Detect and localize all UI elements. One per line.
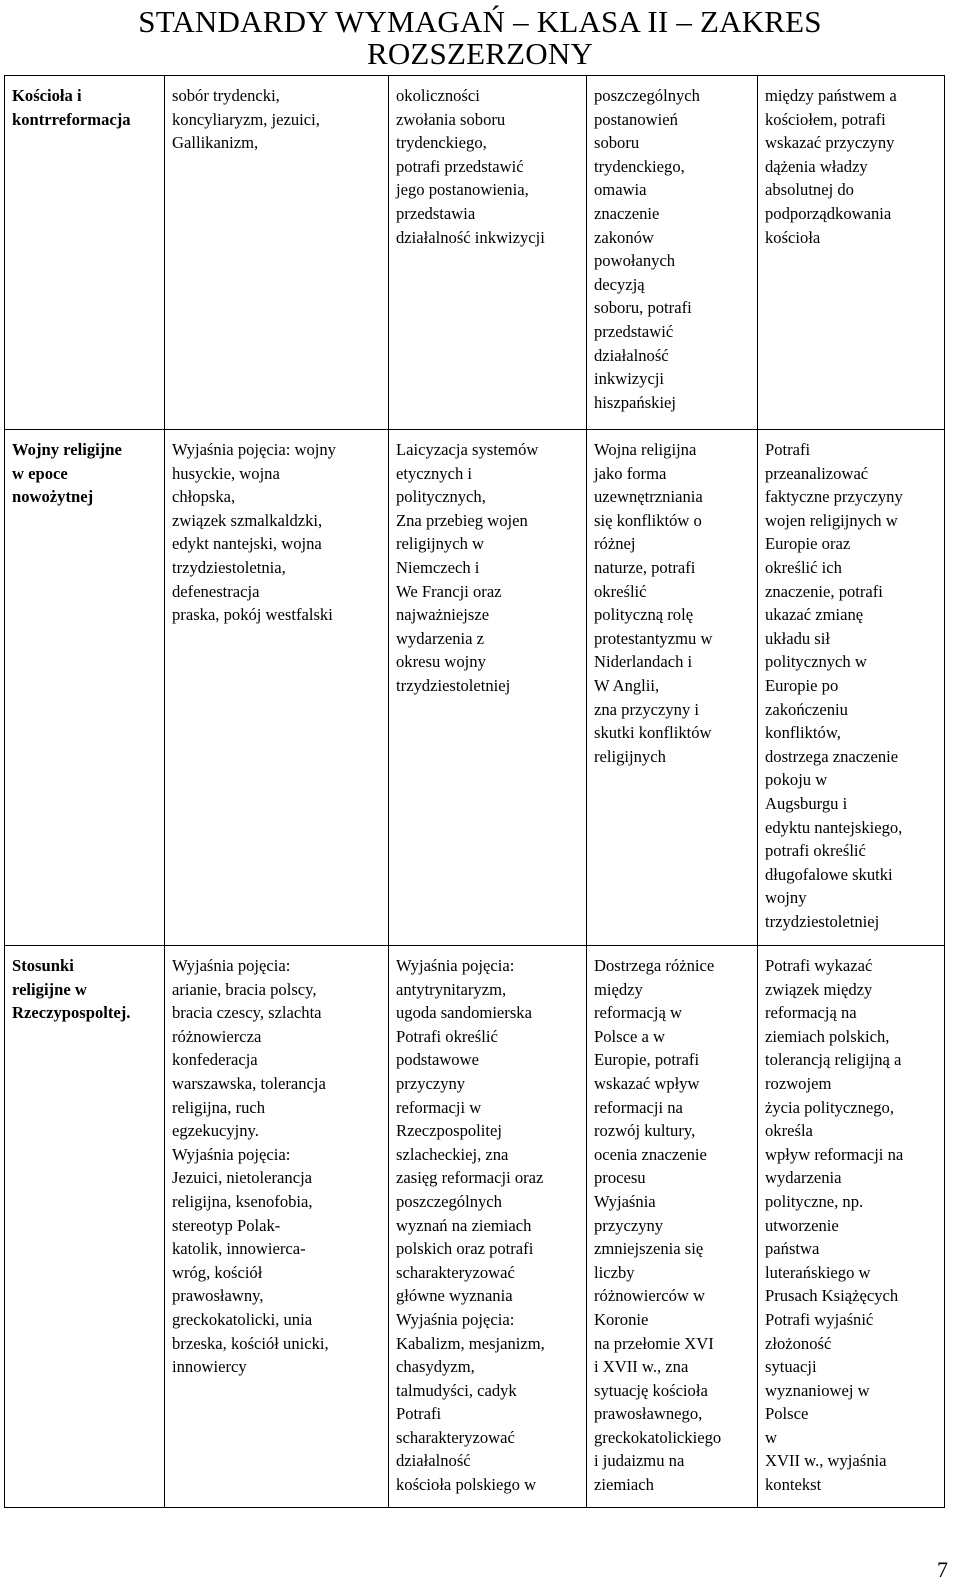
cell-line: faktyczne przyczyny xyxy=(765,487,903,507)
cell-line: podstawowe xyxy=(396,1050,479,1070)
cell-line: ugoda sandomierska xyxy=(396,1003,532,1023)
title-line-2: ROZSZERZONY xyxy=(366,36,594,71)
cell-line: Wojna religijna xyxy=(594,440,697,459)
cell-line: wskazać wpływ xyxy=(594,1073,700,1093)
cell-line: związek między xyxy=(765,979,873,999)
cell-line: kontrreformacja xyxy=(12,109,131,129)
cell-line: konfliktów, xyxy=(765,723,841,743)
cell-line: między państwem a xyxy=(765,86,897,105)
cell-line: etycznych i xyxy=(396,463,473,483)
cell-line: prawosławny, xyxy=(172,1286,264,1306)
cell-line: różnowiercza xyxy=(172,1026,262,1046)
cell-line: wydarzenia z xyxy=(396,628,484,648)
cell-line: Zna przebieg wojen xyxy=(396,510,528,530)
cell-line: zna przyczyny i xyxy=(594,699,700,719)
cell-line: Europie oraz xyxy=(765,534,851,554)
cell-line: Potrafi xyxy=(396,1404,442,1424)
cell-line: reformacji na xyxy=(594,1097,683,1117)
page-number: 7 xyxy=(937,1557,948,1582)
cell-line: kościoła polskiego w xyxy=(396,1475,537,1495)
cell-line: określa xyxy=(765,1121,813,1141)
cell-line: układu sił xyxy=(765,628,830,648)
cell-line: Wyjaśnia pojęcia: xyxy=(396,956,515,975)
cell-line: wskazać przyczyny xyxy=(765,133,895,153)
basic-requirements-cell xyxy=(389,430,587,946)
cell-line: scharakteryzować xyxy=(396,1262,515,1282)
cell-line: postanowień xyxy=(594,109,678,129)
cell-line: sytuacji xyxy=(765,1357,817,1377)
advanced-requirements-cell xyxy=(758,430,945,946)
cell-line: chłopska, xyxy=(172,487,236,507)
cell-line: koncyliaryzm, jezuici, xyxy=(172,109,320,129)
basic-requirements-cell xyxy=(389,76,587,430)
cell-line: greckokatolicki, unia xyxy=(172,1309,313,1329)
cell-line: inkwizycji xyxy=(594,369,665,389)
cell-line: przedstawia xyxy=(396,203,476,223)
cell-line: różnowierców w xyxy=(594,1286,706,1306)
cell-line: Gallikanizm, xyxy=(172,133,259,153)
cell-line: znaczenie, potrafi xyxy=(765,581,883,601)
cell-line: kontekst xyxy=(765,1475,822,1495)
cell-line: politycznych, xyxy=(396,487,486,507)
cell-line: działalność xyxy=(594,345,669,365)
advanced-requirements-cell xyxy=(758,946,945,1508)
cell-line: różnej xyxy=(594,534,636,554)
cell-line: scharakteryzować xyxy=(396,1427,515,1447)
cell-line: skutki konfliktów xyxy=(594,723,712,743)
cell-line: warszawska, tolerancja xyxy=(172,1073,326,1093)
cell-line: tolerancją religijną a xyxy=(765,1050,902,1070)
cell-line: prawosławnego, xyxy=(594,1404,703,1424)
cell-line: Europie po xyxy=(765,675,839,695)
cell-line: religijna, ksenofobia, xyxy=(172,1191,313,1211)
cell-line: Dostrzega różnice xyxy=(594,956,715,975)
cell-line: religijne w xyxy=(12,979,87,999)
cell-line: Niemczech i xyxy=(396,557,480,577)
cell-line: Rzeczypospoltej. xyxy=(12,1003,131,1023)
topic-cell xyxy=(5,430,165,946)
cell-line: Polsce a w xyxy=(594,1026,665,1046)
cell-line: jego postanowienia, xyxy=(396,180,529,200)
cell-line: złożoność xyxy=(765,1333,832,1353)
cell-line: antytrynitaryzm, xyxy=(396,979,507,999)
cell-line: działalność inkwizycji xyxy=(396,227,545,247)
cell-line: Wyjaśnia pojęcia: xyxy=(172,956,291,975)
cell-line: Wyjaśnia xyxy=(594,1191,656,1211)
cell-line: Koronie xyxy=(594,1309,649,1329)
basic-requirements-cell xyxy=(389,946,587,1508)
cell-line: egzekucyjny. xyxy=(172,1121,259,1141)
cell-line: Rzeczpospolitej xyxy=(396,1121,502,1141)
cell-line: polityczne, np. xyxy=(765,1191,864,1211)
cell-line: wyznań na ziemiach xyxy=(396,1215,532,1235)
cell-line: sytuację kościoła xyxy=(594,1380,708,1400)
cell-line: okresu wojny xyxy=(396,652,486,672)
cell-line: Niderlandach i xyxy=(594,652,693,672)
cell-line: Kabalizm, mesjanizm, xyxy=(396,1333,545,1353)
cell-line: jako forma xyxy=(594,463,667,483)
concepts-cell xyxy=(165,430,389,946)
cell-line: talmudyści, cadyk xyxy=(396,1380,517,1400)
cell-line: soboru xyxy=(594,133,640,153)
cell-line: naturze, potrafi xyxy=(594,557,696,577)
cell-line: okoliczności xyxy=(396,86,480,105)
cell-line: defenestracja xyxy=(172,581,260,601)
cell-line: podporządkowania xyxy=(765,203,892,223)
cell-line: wojny xyxy=(765,888,807,908)
cell-line: arianie, bracia polscy, xyxy=(172,979,317,999)
cell-line: państwa xyxy=(765,1239,820,1259)
cell-line: trzydziestoletniej xyxy=(765,911,880,931)
cell-line: najważniejsze xyxy=(396,605,490,625)
cell-line: brzeska, kościół unicki, xyxy=(172,1333,329,1353)
cell-line: przyczyny xyxy=(396,1073,466,1093)
cell-line: określić ich xyxy=(765,557,842,577)
cell-line: wpływ reformacji na xyxy=(765,1144,904,1164)
cell-line: polskich oraz potrafi xyxy=(396,1239,534,1259)
cell-line: katolik, innowierca- xyxy=(172,1239,306,1259)
cell-line: Laicyzacja systemów xyxy=(396,440,539,459)
cell-line: potrafi określić xyxy=(765,841,866,861)
cell-line: husyckie, wojna xyxy=(172,463,280,483)
cell-line: religijnych w xyxy=(396,534,485,554)
cell-line: protestantyzmu w xyxy=(594,628,713,648)
cell-line: wydarzenia xyxy=(765,1168,842,1188)
cell-line: ziemiach xyxy=(594,1475,654,1495)
standards-table xyxy=(4,75,945,1508)
cell-line: edykt nantejski, wojna xyxy=(172,534,322,554)
table-row xyxy=(5,430,945,946)
cell-line: absolutnej do xyxy=(765,180,854,200)
cell-line: związek szmalkaldzki, xyxy=(172,510,323,530)
cell-line: Wyjaśnia pojęcia: xyxy=(396,1309,515,1329)
cell-line: potrafi przedstawić xyxy=(396,156,524,176)
cell-line: Potrafi określić xyxy=(396,1026,498,1046)
title-line-1: STANDARDY WYMAGAŃ – KLASA II – ZAKRES xyxy=(138,4,822,39)
topic-cell xyxy=(5,946,165,1508)
cell-line: główne wyznania xyxy=(396,1286,513,1306)
cell-line: Kościoła i xyxy=(12,86,82,105)
cell-line: długofalowe skutki xyxy=(765,864,893,884)
cell-line: wróg, kościół xyxy=(172,1262,263,1282)
cell-line: dostrzega znaczenie xyxy=(765,746,899,766)
extended-requirements-cell xyxy=(587,946,758,1508)
cell-line: przedstawić xyxy=(594,321,674,341)
cell-line: kościoła xyxy=(765,227,821,247)
cell-line: kościołem, potrafi xyxy=(765,109,886,129)
cell-line: i judaizmu na xyxy=(594,1451,685,1471)
cell-line: konfederacja xyxy=(172,1050,258,1070)
cell-line: trzydziestoletniej xyxy=(396,675,511,695)
table-row xyxy=(5,946,945,1508)
advanced-requirements-cell xyxy=(758,76,945,430)
cell-line: ukazać zmianę xyxy=(765,605,864,625)
cell-line: procesu xyxy=(594,1168,646,1188)
cell-line: poszczególnych xyxy=(396,1191,502,1211)
extended-requirements-cell xyxy=(587,76,758,430)
cell-line: trydenckiego, xyxy=(594,156,685,176)
cell-line: utworzenie xyxy=(765,1215,839,1235)
cell-line: pokoju w xyxy=(765,770,828,790)
cell-line: powołanych xyxy=(594,251,676,271)
cell-line: w epoce xyxy=(12,463,68,483)
cell-line: greckokatolickiego xyxy=(594,1427,722,1447)
cell-line: na przełomie XVI xyxy=(594,1333,714,1353)
cell-line: reformacją na xyxy=(765,1003,857,1023)
cell-line: zasięg reformacji oraz xyxy=(396,1168,544,1188)
cell-line: Wyjaśnia pojęcia: xyxy=(172,1144,291,1164)
cell-line: działalność xyxy=(396,1451,471,1471)
cell-line: We Francji oraz xyxy=(396,581,502,601)
cell-line: zmniejszenia się xyxy=(594,1239,704,1259)
cell-line: rozwój kultury, xyxy=(594,1121,696,1141)
cell-line: trzydziestoletnia, xyxy=(172,557,286,577)
cell-line: Potrafi xyxy=(765,440,811,459)
cell-line: decyzją xyxy=(594,274,645,294)
cell-line: stereotyp Polak- xyxy=(172,1215,281,1235)
cell-line: omawia xyxy=(594,180,647,200)
cell-line: się konfliktów o xyxy=(594,510,702,530)
concepts-cell xyxy=(165,946,389,1508)
cell-line: trydenckiego, xyxy=(396,133,487,153)
cell-line: sobór trydencki, xyxy=(172,86,280,105)
cell-line: Wyjaśnia pojęcia: wojny xyxy=(172,440,336,459)
cell-line: chasydyzm, xyxy=(396,1357,475,1377)
cell-line: między xyxy=(594,979,643,999)
cell-line: zakonów xyxy=(594,227,654,247)
cell-line: przeanalizować xyxy=(765,463,869,483)
cell-line: określić xyxy=(594,581,647,601)
cell-line: Potrafi wykazać xyxy=(765,956,873,975)
cell-line: religijna, ruch xyxy=(172,1097,266,1117)
cell-line: uzewnętrzniania xyxy=(594,487,703,507)
cell-line: dążenia władzy xyxy=(765,156,868,176)
cell-line: przyczyny xyxy=(594,1215,664,1235)
extended-requirements-cell xyxy=(587,430,758,946)
cell-line: W Anglii, xyxy=(594,675,660,695)
cell-line: w xyxy=(765,1427,777,1447)
cell-line: Potrafi wyjaśnić xyxy=(765,1309,874,1329)
cell-line: poszczególnych xyxy=(594,86,700,105)
cell-line: politycznych w xyxy=(765,652,867,672)
cell-line: liczby xyxy=(594,1262,635,1282)
cell-line: Stosunki xyxy=(12,956,74,975)
cell-line: życia politycznego, xyxy=(765,1097,895,1117)
cell-line: rozwojem xyxy=(765,1073,832,1093)
cell-line: edyktu nantejskiego, xyxy=(765,817,903,837)
cell-line: reformacji w xyxy=(396,1097,482,1117)
cell-line: luterańskiego w xyxy=(765,1262,871,1282)
cell-line: zakończeniu xyxy=(765,699,848,719)
cell-line: ocenia znaczenie xyxy=(594,1144,707,1164)
cell-line: Jezuici, nietolerancja xyxy=(172,1168,313,1188)
cell-line: zwołania soboru xyxy=(396,109,506,129)
cell-line: praska, pokój westfalski xyxy=(172,605,333,625)
cell-line: religijnych xyxy=(594,746,666,766)
cell-line: innowiercy xyxy=(172,1357,247,1377)
cell-line: polityczną rolę xyxy=(594,605,694,625)
concepts-cell xyxy=(165,76,389,430)
cell-line: XVII w., wyjaśnia xyxy=(765,1451,887,1471)
cell-line: nowożytnej xyxy=(12,487,94,507)
topic-cell xyxy=(5,76,165,430)
table-row xyxy=(5,76,945,430)
cell-line: znaczenie xyxy=(594,203,660,223)
cell-line: reformacją w xyxy=(594,1003,682,1023)
cell-line: Prusach Książęcych xyxy=(765,1286,899,1306)
cell-line: hiszpańskiej xyxy=(594,392,677,412)
cell-line: Augsburgu i xyxy=(765,793,848,813)
cell-line: Europie, potrafi xyxy=(594,1050,700,1070)
cell-line: wojen religijnych w xyxy=(765,510,898,530)
cell-line: bracia czescy, szlachta xyxy=(172,1003,322,1023)
cell-line: ziemiach polskich, xyxy=(765,1026,890,1046)
page-title xyxy=(0,0,960,70)
cell-line: szlacheckiej, zna xyxy=(396,1144,509,1164)
cell-line: Polsce xyxy=(765,1404,809,1424)
cell-line: soboru, potrafi xyxy=(594,298,692,318)
cell-line: Wojny religijne xyxy=(12,440,122,459)
cell-line: wyznaniowej w xyxy=(765,1380,870,1400)
cell-line: i XVII w., zna xyxy=(594,1357,689,1377)
